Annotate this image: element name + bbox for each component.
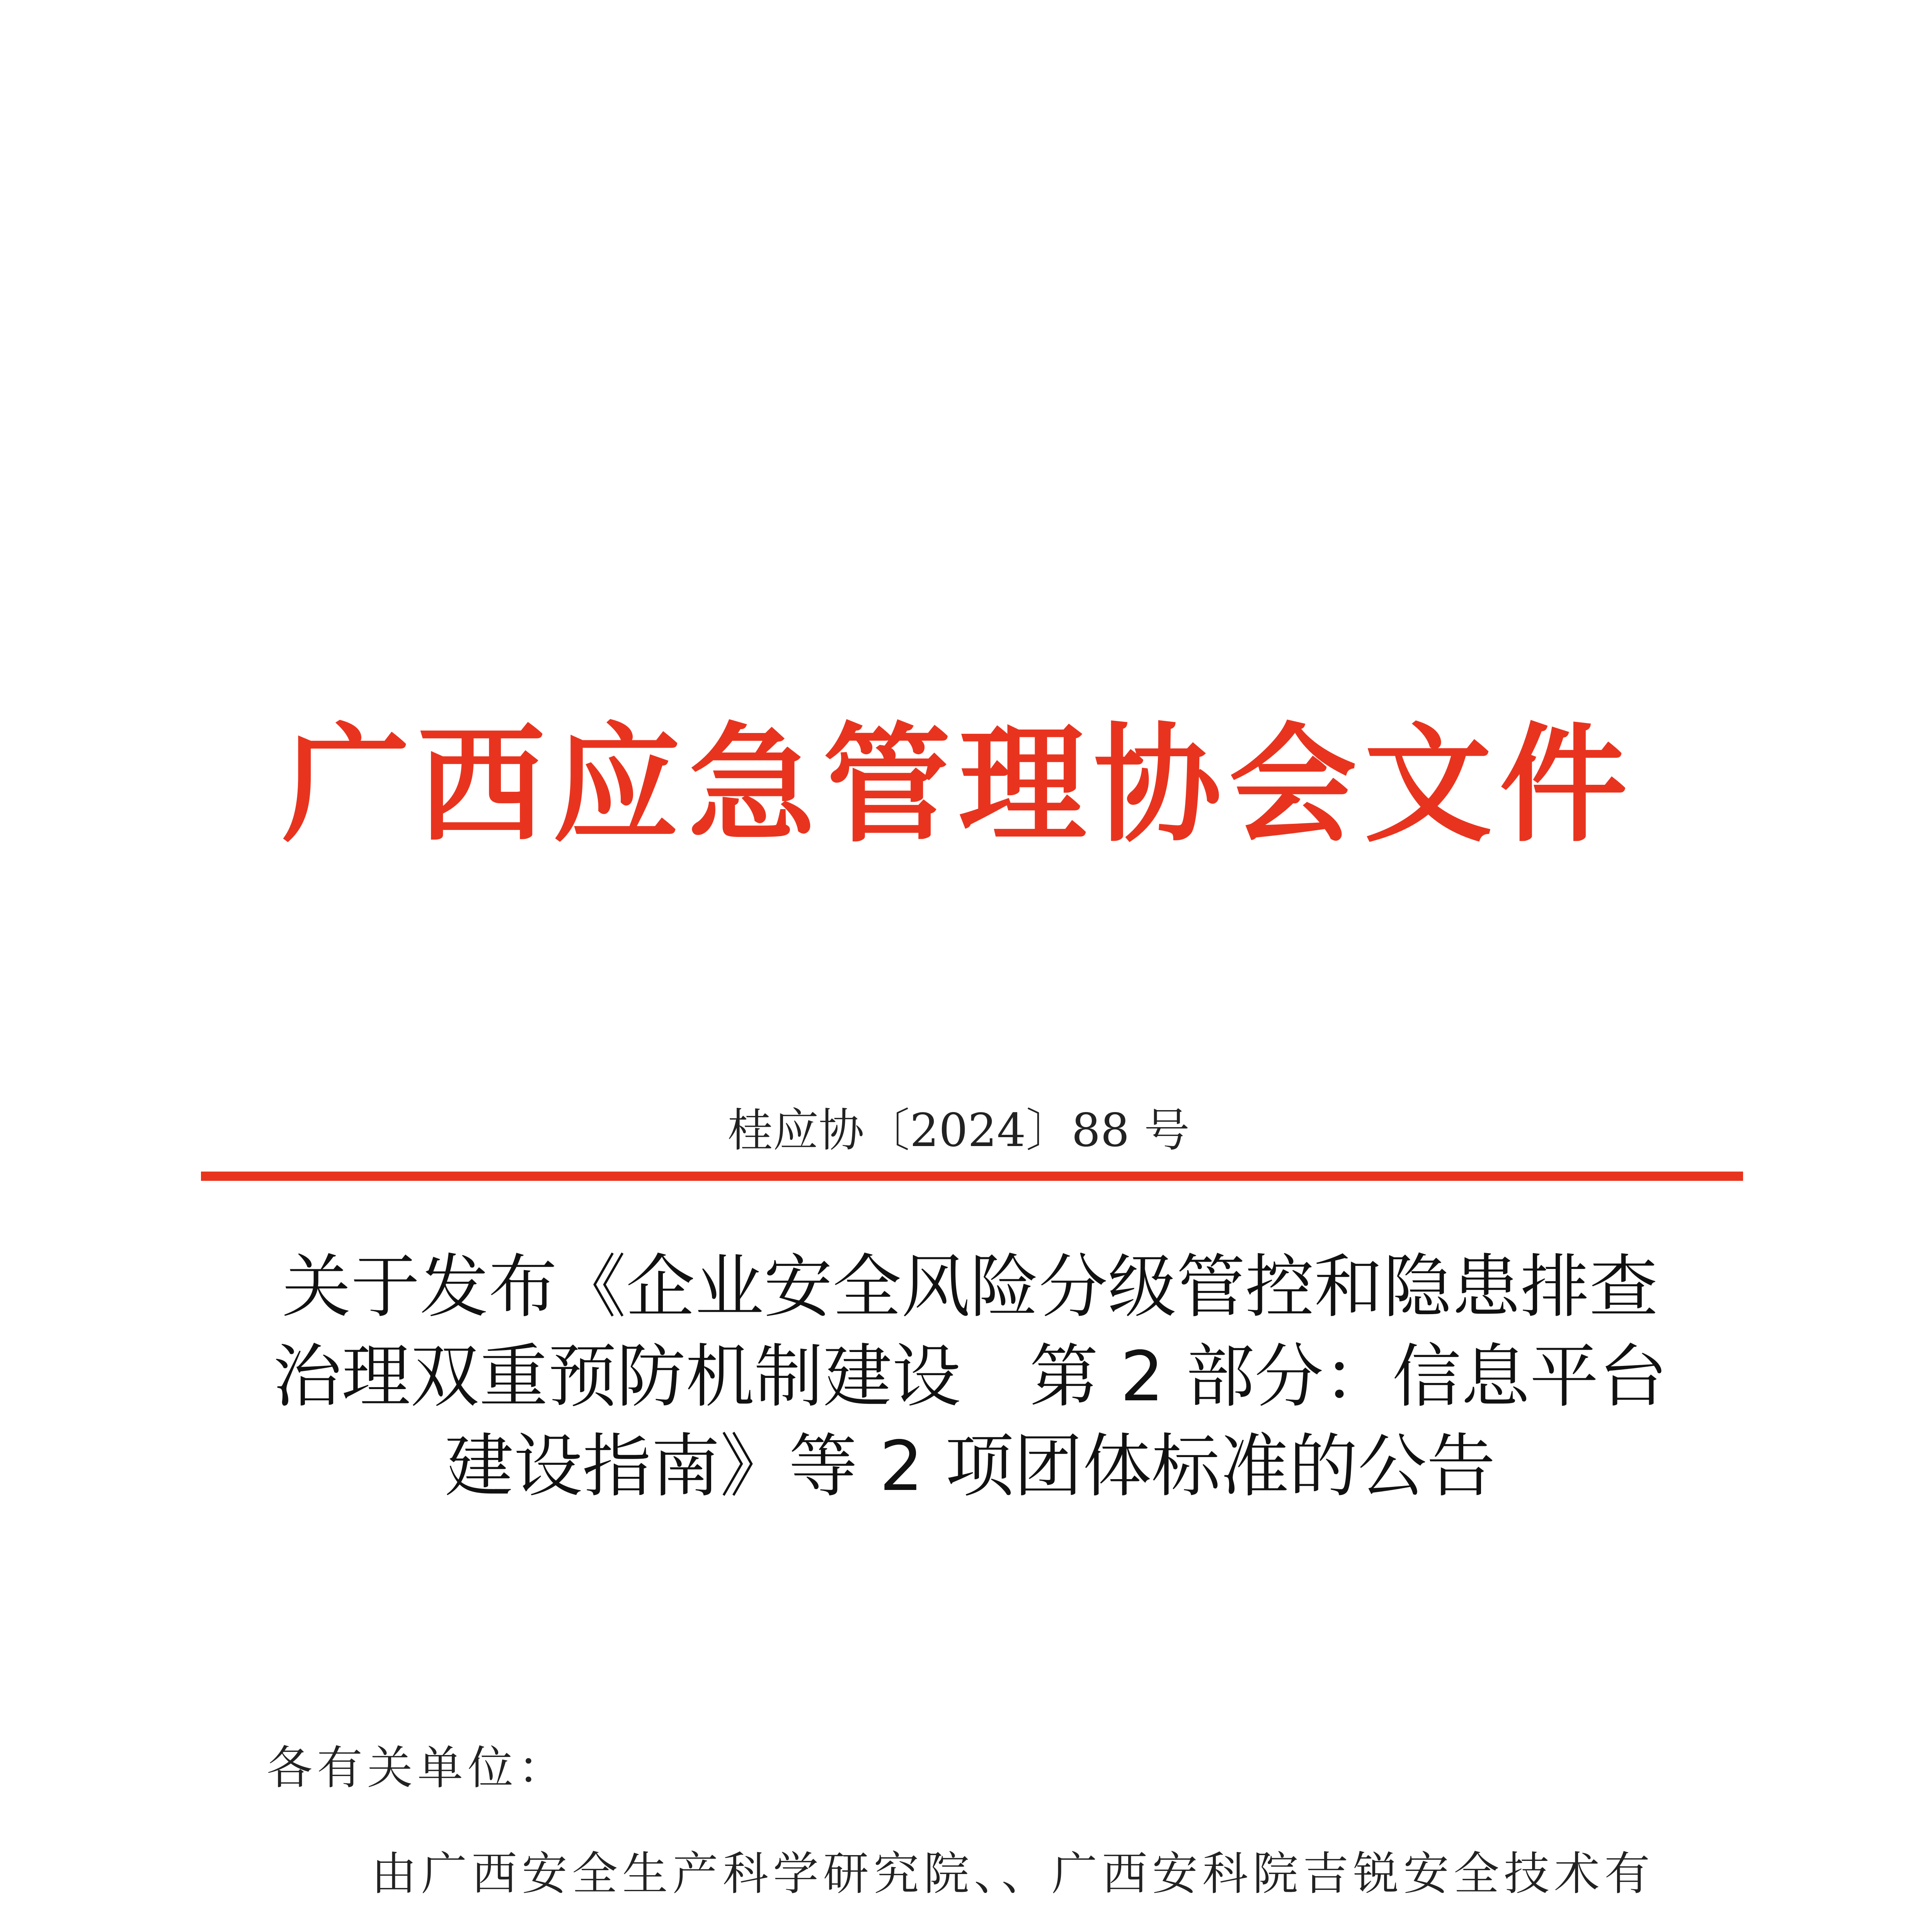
title-line: 关于发布《企业安全风险分级管控和隐患排查 [282,1247,1658,1327]
red-divider-line [201,1172,1743,1181]
document-masthead: 广西应急管理协会文件 [282,709,1635,859]
salutation: 各有关单位： [267,1741,569,1794]
title-line: 治理双重预防机制建设 第 2 部分：信息平台 [272,1337,1668,1417]
document-number: 桂应协〔2024〕88 号 [727,1104,1190,1157]
body-paragraph [267,1824,1689,1932]
title-line: 建设指南》等 2 项团体标准的公告 [444,1426,1496,1506]
body-line [267,1923,1689,1932]
body-line: 由广西安全生产科学研究院、、广西安科院吉锐安全技术有 [371,1847,1655,1900]
announcement-title [255,1242,1685,1511]
